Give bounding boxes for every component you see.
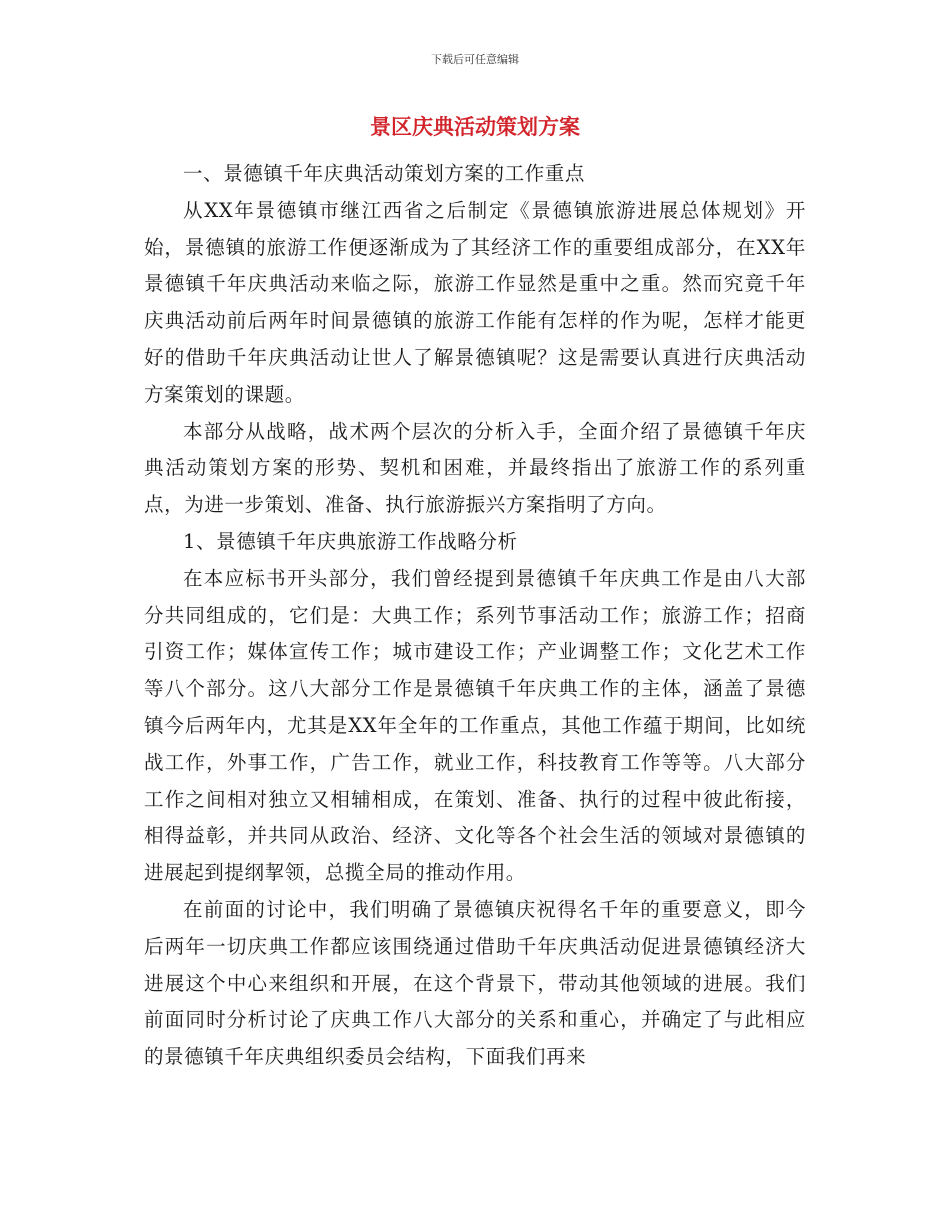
body-paragraph: 在前面的讨论中，我们明确了景德镇庆祝得名千年的重要意义，即今后两年一切庆典工作都应该围绕通过借助千年庆典活动促进景德镇经济大进展这个中心来组织和开展，在这个背景下，带动其他领域的进展。我们前面同时分析讨论了庆典工作八大部分的关系和重心，并确定了与此相应的景德镇千年庆典组织委员会结构，下面我们再来 (144, 897, 806, 1069)
body-paragraph: 从XX年景德镇市继江西省之后制定《景德镇旅游进展总体规划》开始，景德镇的旅游工作便逐渐成为了其经济工作的重要组成部分，在XX年景德镇千年庆典活动来临之际，旅游工作显然是重中之重。然而究竟千年庆典活动前后两年时间景德镇的旅游工作能有怎样的作为呢，怎样才能更好的借助千年庆典活动让世人了解景德镇呢？这是需要认真进行庆典活动方案策划的课题。 (144, 198, 806, 406)
section-heading: 一、景德镇千年庆典活动策划方案的工作重点 (183, 162, 586, 185)
header-note: 下载后可任意编辑 (431, 53, 519, 66)
body-paragraph: 本部分从战略，战术两个层次的分析入手，全面介绍了景德镇千年庆典活动策划方案的形势、契机和困难，并最终指出了旅游工作的系列重点，为进一步策划、准备、执行旅游振兴方案指明了方向。 (144, 419, 806, 517)
body-paragraph: 在本应标书开头部分，我们曾经提到景德镇千年庆典工作是由八大部分共同组成的，它们是：大典工作；系列节事活动工作；旅游工作；招商引资工作；媒体宣传工作；城市建设工作；产业调整工作；文化艺术工作等八个部分。这八大部分工作是景德镇千年庆典工作的主体，涵盖了景德镇今后两年内，尤其是XX年全年的工作重点，其他工作蕴于期间，比如统战工作，外事工作，广告工作，就业工作，科技教育工作等等。八大部分工作之间相对独立又相辅相成，在策划、准备、执行的过程中彼此衔接，相得益彰，并共同从政治、经济、文化等各个社会生活的领域对景德镇的进展起到提纲挈领，总揽全局的推动作用。 (144, 566, 806, 885)
document-body (144, 156, 806, 1076)
document-title: 景区庆典活动策划方案 (370, 114, 580, 139)
subsection-heading: 1、景德镇千年庆典旅游工作战略分析 (183, 529, 518, 553)
